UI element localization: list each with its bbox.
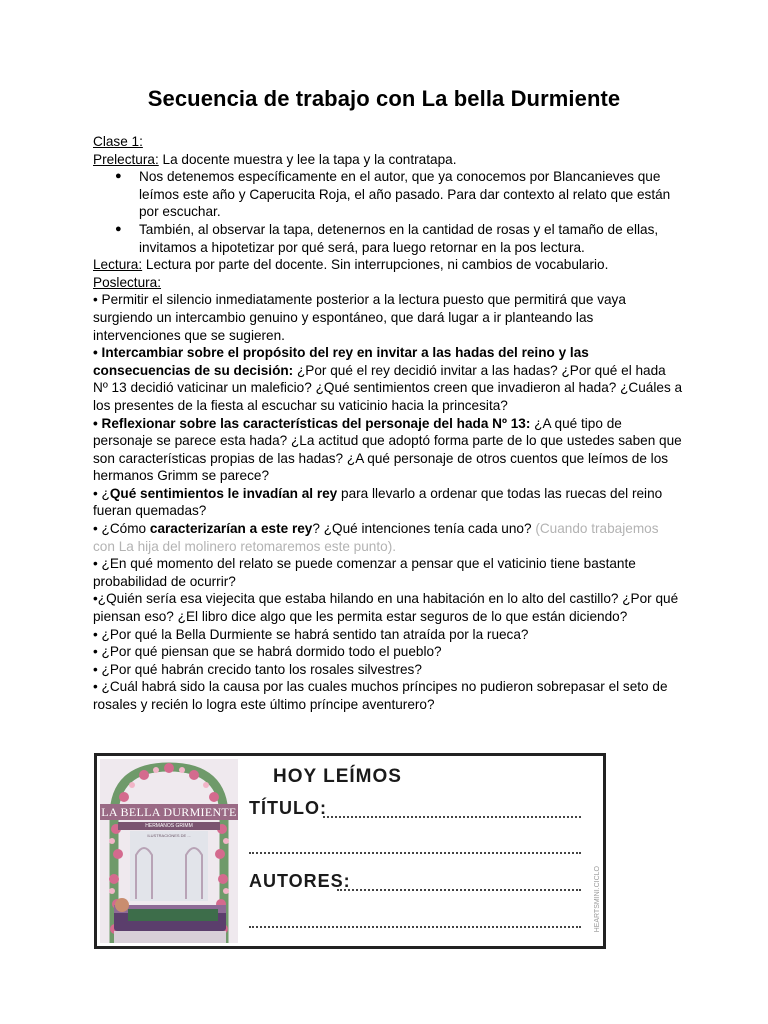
poslectura-paragraph: • ¿Cómo caracterizarían a este rey? ¿Qué intenciones tenía cada uno? (Cuando trabajemos con La hija del molinero retomaremos este punto). — [93, 521, 659, 554]
document-body — [93, 133, 683, 714]
clase-heading: Clase 1: — [93, 134, 143, 149]
prelectura-label: Prelectura: — [93, 151, 159, 167]
lectura-text: Lectura por parte del docente. Sin interrupciones, ni cambios de vocabulario. — [142, 257, 609, 273]
autores-label: AUTORES: — [249, 871, 351, 891]
poslectura-paragraph: • Intercambiar sobre el propósito del rey en invitar a las hadas del reino y las consecuencias de su decisión: ¿Por qué el rey decidió invitar a las hadas? ¿Por qué el hada Nº 13 decidió vaticinar un maleficio? ¿Qué sentimientos creen que invadieron al hada? ¿Cuáles a los presentes de la fiesta al escuchar su vaticinio hacia la princesita? — [93, 345, 683, 413]
cover-author: HERMANOS GRIMM — [118, 822, 220, 830]
credit-text: HEARTSMINI.CICLO — [594, 866, 601, 933]
poslectura-paragraph: • ¿Por qué habrán crecido tanto los rosales silvestres? — [93, 661, 422, 677]
poslectura-paragraph: • ¿Cuál habrá sido la causa por las cuales muchos príncipes no pudieron sobrepasar el seto de rosales y recién lo logra este último príncipe aventurero? — [93, 679, 668, 712]
cover-illustrator: ILUSTRACIONES DE ... — [147, 833, 191, 838]
titulo-label: TÍTULO: — [249, 798, 327, 818]
card-heading: HOY LEÍMOS — [273, 766, 402, 787]
poslectura-paragraph: • ¿En qué momento del relato se puede comenzar a pensar que el vaticinio tiene bastante probabilidad de ocurrir? — [93, 556, 636, 589]
hoy-leimos-card — [94, 753, 606, 949]
poslectura-paragraph: • Permitir el silencio inmediatamente posterior a la lectura puesto que permitirá que vaya surgiendo un intercambio genuino y espontáneo, que dará lugar a ir planteando las intervenciones que se sugieren. — [93, 292, 626, 343]
autores-line-2 — [249, 926, 581, 928]
lectura-label: Lectura: — [93, 257, 143, 273]
poslectura-paragraph: • ¿Por qué piensan que se habrá dormido todo el pueblo? — [93, 644, 442, 660]
book-cover-image — [100, 759, 238, 943]
prelectura-list — [93, 168, 683, 256]
poslectura-paragraph: • ¿Por qué la Bella Durmiente se habrá sentido tan atraída por la rueca? — [93, 626, 529, 642]
prelectura-text: La docente muestra y lee la tapa y la contratapa. — [158, 151, 457, 167]
grey-note: (Cuando trabajemos con La hija del molinero retomaremos este punto). — [93, 521, 659, 554]
document-title: Secuencia de trabajo con La bella Durmiente — [147, 86, 621, 111]
poslectura-paragraph: • Reflexionar sobre las características del personaje del hada Nº 13: ¿A qué tipo de personaje se parece esta hada? ¿La actitud que adoptó forma parte de lo que ustedes saben que son características propias de las hadas? ¿A qué personaje de otros cuentos que leímos de los hermanos Grimm se parece? — [93, 415, 682, 484]
cover-title: LA BELLA DURMIENTE — [101, 805, 237, 819]
autores-line — [337, 889, 581, 891]
list-item: ● Nos detenemos específicamente en el autor, que ya conocemos por Blancanieves que leímos este año y Caperucita Roja, el año pasado. Para dar contexto al relato que están por escuchar. — [139, 168, 683, 221]
titulo-line — [323, 816, 581, 818]
titulo-line-2 — [249, 852, 581, 854]
poslectura-paragraph: • ¿Qué sentimientos le invadían al rey para llevarlo a ordenar que todas las ruecas del reino fueran quemadas? — [93, 485, 663, 519]
list-item: ● También, al observar la tapa, detenernos en la cantidad de rosas y el tamaño de ellas, invitamos a hipotetizar por qué será, para luego retornar en la pos lectura. — [139, 221, 683, 256]
poslectura-paragraph: •¿Quién sería esa viejecita que estaba hilando en una habitación en lo alto del castillo? ¿Por qué piensan eso? ¿El libro dice algo que les permita estar seguros de lo que están diciendo? — [93, 591, 679, 625]
poslectura-label: Poslectura: — [93, 274, 162, 290]
